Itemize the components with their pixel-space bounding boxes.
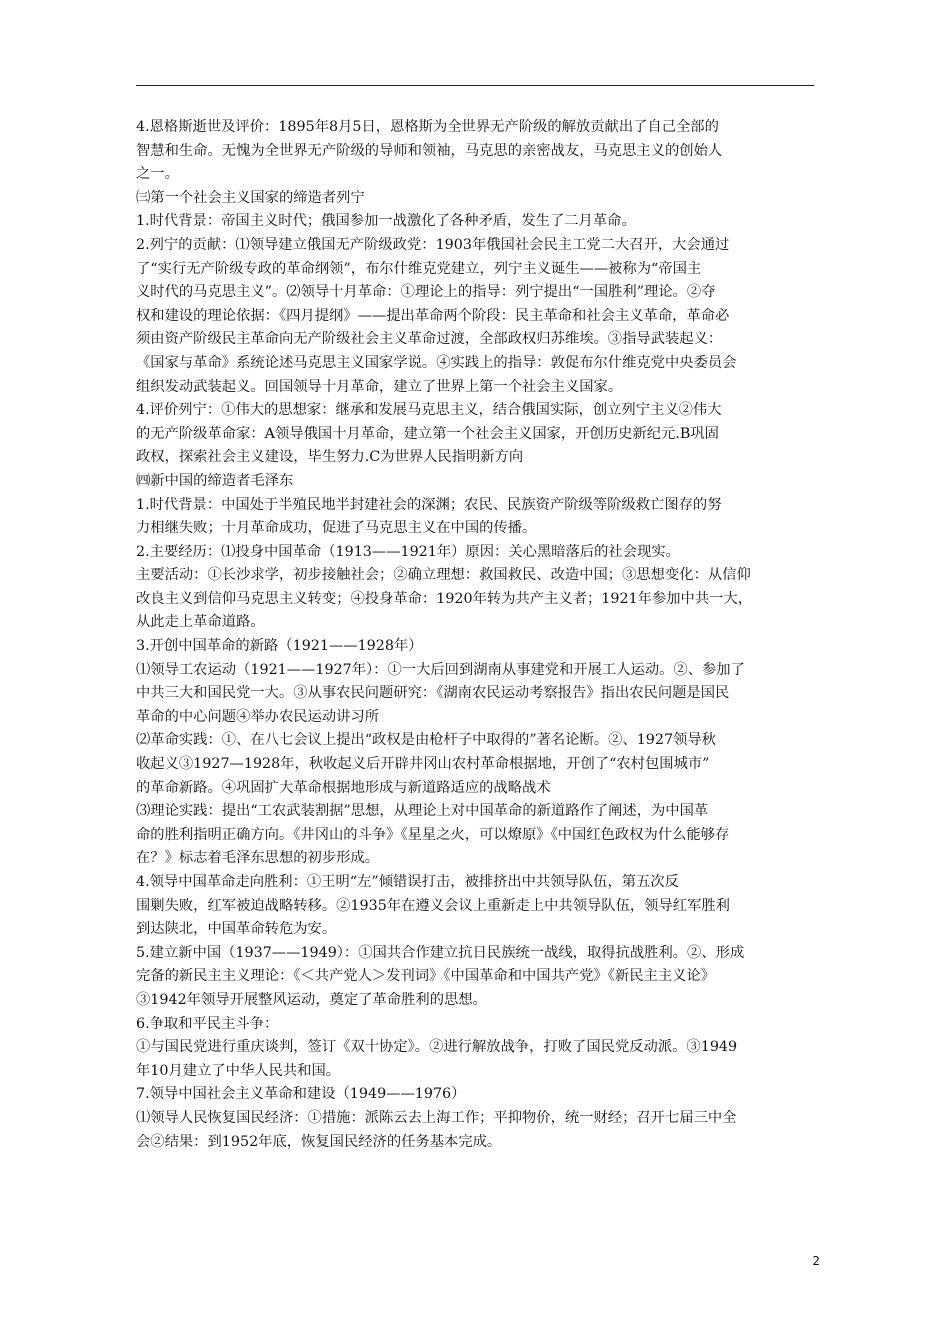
text-line: ⑶理论实践：提出“工农武装割据”思想，从理论上对中国革命的新道路作了阐述，为中国革	[136, 803, 709, 820]
text-line: ①与国民党进行重庆谈判，签订《双十协定》。②进行解放战争，打败了国民党反动派。③1949	[136, 1039, 738, 1056]
text-line: 权和建设的理论依据：《四月提纲》——提出革命两个阶段：民主革命和社会主义革命，革命必	[136, 307, 730, 324]
text-line: 中共三大和国民党一大。③从事农民问题研究：《湖南农民运动考察报告》指出农民问题是国民	[136, 685, 730, 702]
text-line: 义时代的马克思主义”。⑵领导十月革命：①理论上的指导：列宁提出“一国胜利”理论。②夺	[136, 284, 716, 301]
text-line: 5.建立新中国（1937——1949）：①国共合作建立抗日民族统一战线，取得抗战胜利。②、形成	[136, 944, 745, 961]
text-line: 6.争取和平民主斗争：	[136, 1015, 279, 1032]
text-line: 2.列宁的贡献：⑴领导建立俄国无产阶级政党：1903年俄国社会民主工党二大召开，大会通过	[136, 236, 730, 253]
text-line: 围剿失败，红军被迫战略转移。②1935年在遵义会议上重新走上中共领导队伍，领导红军胜利	[136, 897, 730, 914]
text-line: 力相继失败；十月革命成功，促进了马克思主义在中国的传播。	[136, 520, 537, 537]
text-line: 须由资产阶级民主革命向无产阶级社会主义革命过渡，全部政权归苏维埃。③指导武装起义：	[136, 331, 723, 348]
text-line: 的革命新路。④巩固扩大革命根据地形成与新道路适应的战略战术	[136, 779, 551, 796]
text-line: 1.时代背景：帝国主义时代；俄国参加一战激化了各种矛盾，发生了二月革命。	[136, 213, 636, 230]
text-line: 会②结果：到1952年底，恢复国民经济的任务基本完成。	[136, 1133, 502, 1150]
text-line: ㈣新中国的缔造者毛泽东	[136, 472, 294, 489]
text-line: 4.评价列宁：①伟大的思想家：继承和发展马克思主义，结合俄国实际，创立列宁主义②伟大	[136, 402, 722, 419]
text-line: 命的胜利指明正确方向。《井冈山的斗争》《星星之火，可以燎原》《中国红色政权为什么能够存	[136, 826, 730, 843]
text-line: 完备的新民主主义理论：《＜共产党人＞发刊词》《中国革命和中国共产党》《新民主主义论》	[136, 968, 716, 985]
text-line: 年10月建立了中华人民共和国。	[136, 1062, 341, 1079]
document-body	[136, 116, 814, 1154]
page-number: 2	[812, 1254, 820, 1268]
text-line: 从此走上革命道路。	[136, 614, 265, 631]
text-line: 的无产阶级革命家：A领导俄国十月革命，建立第一个社会主义国家，开创历史新纪元.B巩固	[136, 425, 719, 442]
text-line: 主要活动：①长沙求学，初步接触社会；②确立理想：救国救民、改造中国；③思想变化：从信仰	[136, 567, 751, 584]
text-line: ㈢第一个社会主义国家的缔造者列宁	[136, 189, 365, 206]
text-line: 4.恩格斯逝世及评价：1895年8月5日，恩格斯为全世界无产阶级的解放贡献出了自己全部的	[136, 119, 719, 135]
text-line: ⑴领导工农运动（1921——1927年）：①一大后回到湖南从事建党和开展工人运动。②、参加了	[136, 661, 745, 678]
text-line: ⑵革命实践：①、在八七会议上提出“政权是由枪杆子中取得的”著名论断。②、1927领导秋	[136, 732, 716, 749]
text-line: 改良主义到信仰马克思主义转变；④投身革命：1920年转为共产主义者；1921年参加中共一大，	[136, 590, 753, 607]
text-line: 在？》标志着毛泽东思想的初步形成。	[136, 850, 380, 867]
header-rule	[136, 85, 814, 86]
text-line: 革命的中心问题④举办农民运动讲习所	[136, 708, 380, 725]
text-line: 2.主要经历：⑴投身中国革命（1913——1921年）原因：关心黑暗落后的社会现实。	[136, 543, 680, 560]
text-line: 7.领导中国社会主义革命和建设（1949——1976）	[136, 1086, 466, 1103]
text-line: 组织发动武装起义。回国领导十月革命，建立了世界上第一个社会主义国家。	[136, 378, 623, 395]
text-line: 1.时代背景：中国处于半殖民地半封建社会的深渊；农民、民族资产阶级等阶级救亡图存的努	[136, 496, 722, 513]
text-line: 《国家与革命》系统论述马克思主义国家学说。④实践上的指导：敦促布尔什维克党中央委员会	[136, 354, 737, 371]
text-line: 4.领导中国革命走向胜利：①王明“左”倾错误打击，被排挤出中共领导队伍，第五次反	[136, 874, 679, 890]
text-line: ③1942年领导开展整风运动，奠定了革命胜利的思想。	[136, 991, 487, 1008]
text-line: 到达陕北，中国革命转危为安。	[136, 921, 337, 938]
text-line: 3.开创中国革命的新路（1921——1928年）	[136, 638, 423, 655]
text-line: 智慧和生命。无愧为全世界无产阶级的导师和领袖，马克思的亲密战友，马克思主义的创始人	[136, 142, 723, 159]
text-line: ⑴领导人民恢复国民经济：①措施：派陈云去上海工作；平抑物价，统一财经；召开七届三中全	[136, 1109, 737, 1126]
text-line: 政权，探索社会主义建设，毕生努力.C为世界人民指明新方向	[136, 449, 524, 466]
text-line: 收起义③1927—1928年，秋收起义后开辟井冈山农村革命根据地，开创了“农村包围城市”	[136, 756, 710, 773]
text-line: 之一。	[136, 166, 179, 183]
text-line: 了“实行无产阶级专政的革命纲领”，布尔什维克党建立，列宁主义诞生——被称为“帝国主	[136, 260, 702, 277]
